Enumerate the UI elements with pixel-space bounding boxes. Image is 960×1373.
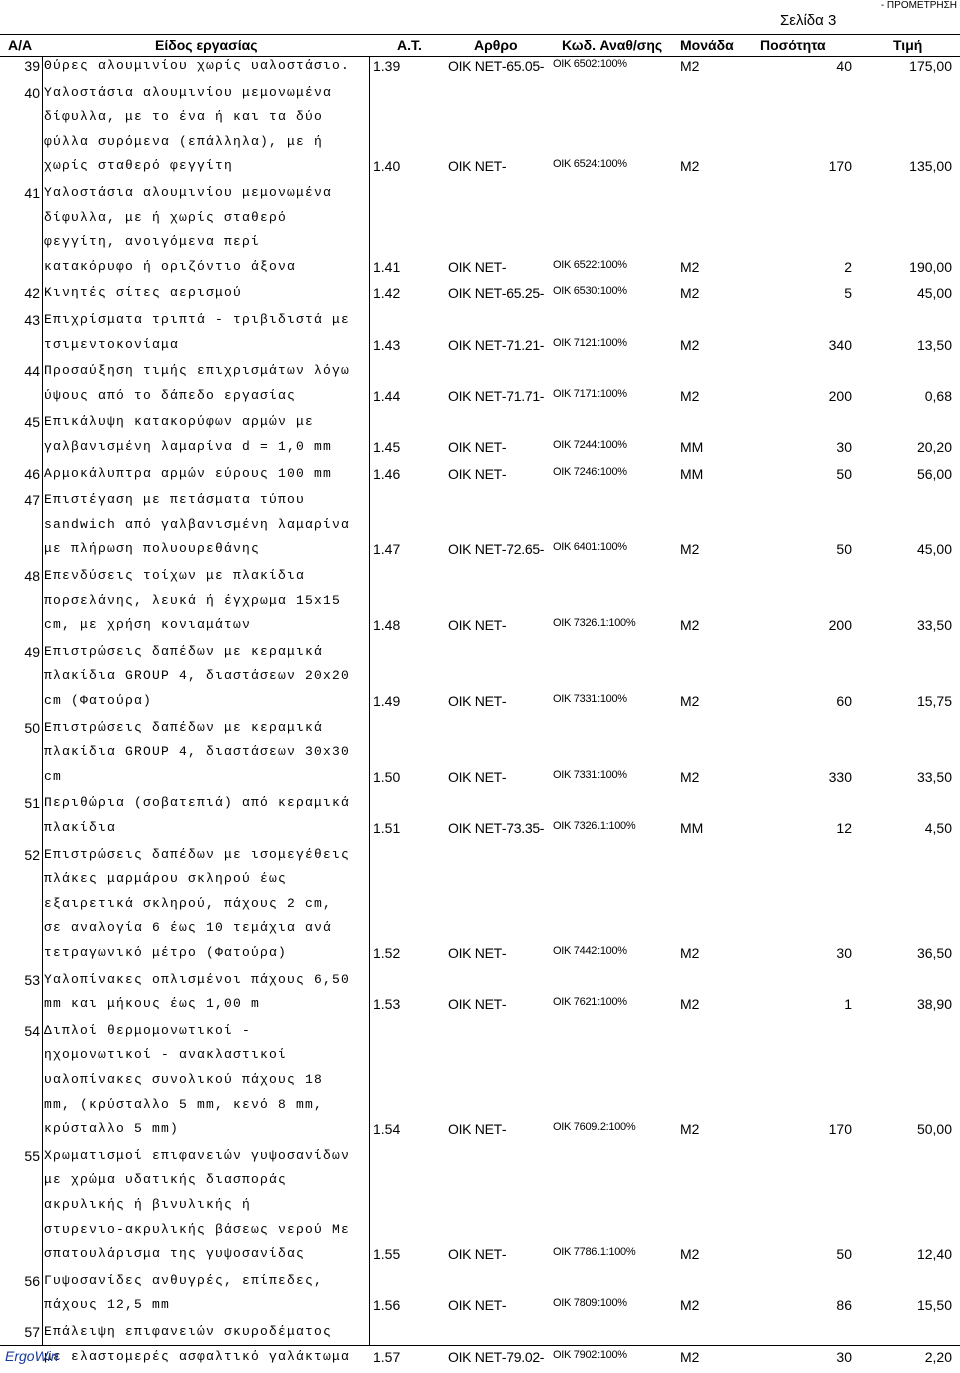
assignment-code: ΟΙΚ 7171:100% bbox=[553, 387, 627, 400]
unit: Μ2 bbox=[680, 336, 700, 353]
description-line: πλακίδια bbox=[44, 819, 117, 835]
table-row bbox=[0, 312, 960, 361]
quantity: 170 bbox=[828, 1121, 852, 1138]
description-line: δίφυλλα, με ή χωρίς σταθερό bbox=[44, 209, 288, 225]
row-number: 53 bbox=[24, 971, 40, 988]
row-number: 47 bbox=[24, 492, 40, 509]
unit-price: 38,90 bbox=[916, 996, 952, 1013]
description-line: κατακόρυφο ή οριζόντιο άξονα bbox=[44, 258, 297, 274]
article-code: ΟΙΚ ΝΕΤ- bbox=[448, 944, 507, 961]
assignment-code: ΟΙΚ 7331:100% bbox=[553, 692, 627, 705]
unit-price: 2,20 bbox=[924, 1348, 952, 1365]
assignment-code: ΟΙΚ 7809:100% bbox=[553, 1297, 627, 1310]
description-line: cm bbox=[44, 768, 63, 784]
header-at: Α.Τ. bbox=[397, 37, 422, 53]
footer-brand: ErgoWin bbox=[5, 1348, 59, 1364]
quantity: 170 bbox=[828, 158, 852, 175]
at-code: 1.57 bbox=[373, 1348, 401, 1365]
article-code: ΟΙΚ ΝΕΤ- bbox=[448, 158, 507, 175]
description-line: Διπλοί θερμομονωτικοί - bbox=[44, 1022, 252, 1038]
unit: Μ2 bbox=[680, 541, 700, 558]
header-code: Κωδ. Αναθ/σης bbox=[562, 37, 663, 53]
at-code: 1.45 bbox=[373, 438, 401, 455]
row-number: 44 bbox=[24, 363, 40, 380]
article-code: ΟΙΚ ΝΕΤ-73.35- bbox=[448, 819, 545, 836]
bottom-rule bbox=[0, 1345, 960, 1346]
row-number: 51 bbox=[24, 795, 40, 812]
unit: ΜΜ bbox=[680, 819, 704, 836]
assignment-code: ΟΙΚ 6502:100% bbox=[553, 58, 627, 70]
unit-price: 0,68 bbox=[924, 387, 952, 404]
article-code: ΟΙΚ ΝΕΤ- bbox=[448, 438, 507, 455]
quantity: 30 bbox=[836, 1348, 852, 1365]
unit-price: 175,00 bbox=[909, 58, 952, 74]
article-code: ΟΙΚ ΝΕΤ-72.65- bbox=[448, 541, 545, 558]
description-line: πορσελάνης, λευκά ή έγχρωμα 15x15 bbox=[44, 592, 342, 608]
page-number: Σελίδα 3 bbox=[780, 12, 837, 29]
assignment-code: ΟΙΚ 7331:100% bbox=[553, 768, 627, 781]
unit-price: 20,20 bbox=[916, 438, 952, 455]
table-row bbox=[0, 1273, 960, 1322]
unit-price: 15,75 bbox=[916, 692, 952, 709]
unit: Μ2 bbox=[680, 285, 700, 302]
description-line: ύψους από το δάπεδο εργασίας bbox=[44, 387, 297, 403]
row-number: 41 bbox=[24, 185, 40, 201]
article-code: ΟΙΚ ΝΕΤ- bbox=[448, 617, 507, 634]
at-code: 1.54 bbox=[373, 1121, 401, 1138]
unit-price: 45,00 bbox=[916, 541, 952, 558]
quantity: 200 bbox=[828, 617, 852, 634]
description-line: cm, με χρήση κονιαμάτων bbox=[44, 617, 252, 633]
at-code: 1.52 bbox=[373, 944, 401, 961]
unit-price: 50,00 bbox=[916, 1121, 952, 1138]
table-row bbox=[0, 568, 960, 642]
description-line: με χρώμα υδατικής διασποράς bbox=[44, 1172, 288, 1188]
quantity: 5 bbox=[844, 285, 852, 302]
unit: Μ2 bbox=[680, 1297, 700, 1314]
unit: Μ2 bbox=[680, 692, 700, 709]
unit-price: 56,00 bbox=[916, 465, 952, 482]
table-row bbox=[0, 58, 960, 83]
description-line: φεγγίτη, ανοιγόμενα περί bbox=[44, 234, 261, 250]
quantity: 30 bbox=[836, 438, 852, 455]
at-code: 1.51 bbox=[373, 819, 401, 836]
description-line: mm, (κρύσταλλο 5 mm, κενό 8 mm, bbox=[44, 1096, 324, 1112]
description-line: Υαλοπίνακες οπλισμένοι πάχους 6,50 bbox=[44, 971, 351, 987]
assignment-code: ΟΙΚ 6522:100% bbox=[553, 258, 627, 271]
description-line: με πλήρωση πολυουρεθάνης bbox=[44, 541, 261, 557]
description-line: πλάκες μαρμάρου σκληρού έως bbox=[44, 871, 288, 887]
table-row bbox=[0, 1148, 960, 1271]
article-code: ΟΙΚ ΝΕΤ-79.02- bbox=[448, 1348, 545, 1365]
at-code: 1.44 bbox=[373, 387, 401, 404]
header-qty: Ποσότητα bbox=[760, 37, 826, 53]
article-code: ΟΙΚ ΝΕΤ- bbox=[448, 768, 507, 785]
table-row bbox=[0, 414, 960, 463]
description-line: ηχομονωτικοί - ανακλαστικοί bbox=[44, 1047, 288, 1063]
table-row bbox=[0, 972, 960, 1021]
header-unit: Μονάδα bbox=[680, 37, 734, 53]
description-line: με ελαστομερές ασφαλτικό γαλάκτωμα bbox=[44, 1348, 351, 1364]
description-line: υαλοπίνακες συνολικού πάχους 18 bbox=[44, 1071, 324, 1087]
table-row bbox=[0, 795, 960, 844]
table-row bbox=[0, 847, 960, 970]
row-number: 42 bbox=[24, 285, 40, 302]
description-line: ακρυλικής ή βινυλικής ή bbox=[44, 1196, 252, 1212]
description-line: πάχους 12,5 mm bbox=[44, 1297, 171, 1313]
assignment-code: ΟΙΚ 7121:100% bbox=[553, 336, 627, 349]
description-line: Υαλοστάσια αλουμινίου μεμονωμένα bbox=[44, 185, 333, 200]
assignment-code: ΟΙΚ 6524:100% bbox=[553, 158, 627, 171]
header-article: Αρθρο bbox=[474, 37, 518, 53]
unit: Μ2 bbox=[680, 617, 700, 634]
table-row bbox=[0, 285, 960, 310]
article-code: ΟΙΚ ΝΕΤ- bbox=[448, 1246, 507, 1263]
unit: Μ2 bbox=[680, 1121, 700, 1138]
description-line: mm και μήκους έως 1,00 m bbox=[44, 996, 261, 1012]
table-header bbox=[0, 34, 960, 57]
row-number: 55 bbox=[24, 1147, 40, 1164]
quantity: 50 bbox=[836, 1246, 852, 1263]
quantity: 200 bbox=[828, 387, 852, 404]
quantity: 30 bbox=[836, 944, 852, 961]
description-line: Αρμοκάλυπτρα αρμών εύρους 100 mm bbox=[44, 465, 333, 481]
description-line: Γυψοσανίδες ανθυγρές, επίπεδες, bbox=[44, 1272, 324, 1288]
header-price: Τιμή bbox=[893, 37, 923, 53]
assignment-code: ΟΙΚ 6401:100% bbox=[553, 541, 627, 554]
quantity: 86 bbox=[836, 1297, 852, 1314]
at-code: 1.39 bbox=[373, 58, 401, 74]
unit: ΜΜ bbox=[680, 465, 704, 482]
description-line: στυρενιο-ακρυλικής βάσεως νερού Με bbox=[44, 1221, 351, 1237]
row-number: 39 bbox=[24, 58, 40, 74]
description-line: sandwich από γαλβανισμένη λαμαρίνα bbox=[44, 516, 351, 532]
quantity: 1 bbox=[844, 996, 852, 1013]
description-line: χωρίς σταθερό φεγγίτη bbox=[44, 158, 234, 174]
article-code: ΟΙΚ ΝΕΤ- bbox=[448, 1121, 507, 1138]
description-line: γαλβανισμένη λαμαρίνα d = 1,0 mm bbox=[44, 438, 333, 454]
at-code: 1.41 bbox=[373, 258, 401, 275]
at-code: 1.56 bbox=[373, 1297, 401, 1314]
description-line: cm (Φατούρα) bbox=[44, 692, 153, 708]
at-code: 1.50 bbox=[373, 768, 401, 785]
unit: Μ2 bbox=[680, 158, 700, 175]
description-line: Επενδύσεις τοίχων με πλακίδια bbox=[44, 568, 306, 583]
unit: Μ2 bbox=[680, 996, 700, 1013]
quantity: 50 bbox=[836, 465, 852, 482]
description-line: κρύσταλλο 5 mm) bbox=[44, 1121, 180, 1137]
description-line: Χρωματισμοί επιφανειών γυψοσανίδων bbox=[44, 1147, 351, 1163]
article-code: ΟΙΚ ΝΕΤ- bbox=[448, 1297, 507, 1314]
unit-price: 13,50 bbox=[916, 336, 952, 353]
unit-price: 190,00 bbox=[909, 258, 952, 275]
table-row bbox=[0, 185, 960, 283]
assignment-code: ΟΙΚ 7326.1:100% bbox=[553, 819, 636, 832]
at-code: 1.55 bbox=[373, 1246, 401, 1263]
assignment-code: ΟΙΚ 7609.2:100% bbox=[553, 1121, 636, 1134]
description-line: Επικάλυψη κατακορύφων αρμών με bbox=[44, 414, 315, 430]
quantity: 50 bbox=[836, 541, 852, 558]
at-code: 1.49 bbox=[373, 692, 401, 709]
row-number: 40 bbox=[24, 84, 40, 101]
table-row bbox=[0, 644, 960, 718]
article-code: ΟΙΚ ΝΕΤ-65.05- bbox=[448, 58, 545, 74]
row-number: 56 bbox=[24, 1272, 40, 1289]
description-line: πλακίδια GROUP 4, διαστάσεων 20x20 bbox=[44, 668, 351, 684]
description-line: εξαιρετικά σκληρού, πάχους 2 cm, bbox=[44, 895, 333, 911]
description-line: Επιστέγαση με πετάσματα τύπου bbox=[44, 492, 306, 508]
description-line: φύλλα συρόμενα (επάλληλα), με ή bbox=[44, 133, 324, 149]
description-line: πλακίδια GROUP 4, διαστάσεων 30x30 bbox=[44, 744, 351, 760]
assignment-code: ΟΙΚ 7621:100% bbox=[553, 996, 627, 1009]
unit-price: 33,50 bbox=[916, 768, 952, 785]
description-line: δίφυλλα, με το ένα ή και τα δύο bbox=[44, 109, 324, 125]
row-number: 54 bbox=[24, 1022, 40, 1039]
quantity: 12 bbox=[836, 819, 852, 836]
row-number: 48 bbox=[24, 568, 40, 584]
unit-price: 36,50 bbox=[916, 944, 952, 961]
assignment-code: ΟΙΚ 7902:100% bbox=[553, 1348, 627, 1361]
at-code: 1.53 bbox=[373, 996, 401, 1013]
table-row bbox=[0, 363, 960, 412]
at-code: 1.40 bbox=[373, 158, 401, 175]
description-line: Επιστρώσεις δαπέδων με κεραμικά bbox=[44, 643, 324, 659]
description-line: Υαλοστάσια αλουμινίου μεμονωμένα bbox=[44, 84, 333, 100]
unit: Μ2 bbox=[680, 258, 700, 275]
unit-price: 15,50 bbox=[916, 1297, 952, 1314]
row-number: 57 bbox=[24, 1324, 40, 1340]
assignment-code: ΟΙΚ 7246:100% bbox=[553, 465, 627, 478]
unit: Μ2 bbox=[680, 944, 700, 961]
table-row bbox=[0, 466, 960, 491]
document-tag: - ΠΡΟΜΕΤΡΗΣΗ bbox=[880, 0, 957, 11]
table-row bbox=[0, 85, 960, 183]
description-line: τσιμεντοκονίαμα bbox=[44, 336, 180, 352]
at-code: 1.46 bbox=[373, 465, 401, 482]
article-code: ΟΙΚ ΝΕΤ- bbox=[448, 465, 507, 482]
assignment-code: ΟΙΚ 7244:100% bbox=[553, 438, 627, 451]
unit: Μ2 bbox=[680, 387, 700, 404]
row-number: 45 bbox=[24, 414, 40, 431]
unit-price: 45,00 bbox=[916, 285, 952, 302]
table-row bbox=[0, 1023, 960, 1146]
row-number: 46 bbox=[24, 465, 40, 482]
description-line: σε αναλογία 6 έως 10 τεμάχια ανά bbox=[44, 920, 333, 936]
article-code: ΟΙΚ ΝΕΤ-71.71- bbox=[448, 387, 545, 404]
article-code: ΟΙΚ ΝΕΤ- bbox=[448, 258, 507, 275]
quantity: 330 bbox=[828, 768, 852, 785]
unit: Μ2 bbox=[680, 1246, 700, 1263]
description-line: Επιστρώσεις δαπέδων με ισομεγέθεις bbox=[44, 846, 351, 862]
table-row bbox=[0, 1324, 960, 1373]
row-number: 50 bbox=[24, 719, 40, 736]
quantity: 340 bbox=[828, 336, 852, 353]
unit: ΜΜ bbox=[680, 438, 704, 455]
at-code: 1.42 bbox=[373, 285, 401, 302]
quantity: 2 bbox=[844, 258, 852, 275]
quantity: 40 bbox=[836, 58, 852, 74]
description-line: Επιχρίσματα τριπτά - τριβιδιστά με bbox=[44, 312, 351, 327]
unit: Μ2 bbox=[680, 58, 700, 74]
unit: Μ2 bbox=[680, 1348, 700, 1365]
unit-price: 12,40 bbox=[916, 1246, 952, 1263]
header-type: Είδος εργασίας bbox=[155, 37, 258, 53]
table-row bbox=[0, 492, 960, 566]
row-number: 43 bbox=[24, 312, 40, 328]
row-number: 49 bbox=[24, 643, 40, 660]
article-code: ΟΙΚ ΝΕΤ- bbox=[448, 996, 507, 1013]
assignment-code: ΟΙΚ 6530:100% bbox=[553, 285, 627, 298]
unit: Μ2 bbox=[680, 768, 700, 785]
description-line: Περιθώρια (σοβατεπιά) από κεραμικά bbox=[44, 795, 351, 811]
row-number: 52 bbox=[24, 846, 40, 863]
assignment-code: ΟΙΚ 7786.1:100% bbox=[553, 1246, 636, 1259]
article-code: ΟΙΚ ΝΕΤ-65.25- bbox=[448, 285, 545, 302]
description-line: Θύρες αλουμινίου χωρίς υαλοστάσιο. bbox=[44, 58, 351, 73]
at-code: 1.47 bbox=[373, 541, 401, 558]
unit-price: 33,50 bbox=[916, 617, 952, 634]
at-code: 1.43 bbox=[373, 336, 401, 353]
at-code: 1.48 bbox=[373, 617, 401, 634]
article-code: ΟΙΚ ΝΕΤ-71.21- bbox=[448, 336, 545, 353]
article-code: ΟΙΚ ΝΕΤ- bbox=[448, 692, 507, 709]
description-line: Κινητές σίτες αερισμού bbox=[44, 285, 243, 301]
assignment-code: ΟΙΚ 7442:100% bbox=[553, 944, 627, 957]
quantity: 60 bbox=[836, 692, 852, 709]
table-row bbox=[0, 720, 960, 794]
description-line: Προσαύξηση τιμής επιχρισμάτων λόγω bbox=[44, 363, 351, 379]
description-line: Επάλειψη επιφανειών σκυροδέματος bbox=[44, 1324, 333, 1339]
assignment-code: ΟΙΚ 7326.1:100% bbox=[553, 617, 636, 630]
description-line: Επιστρώσεις δαπέδων με κεραμικά bbox=[44, 719, 324, 735]
description-line: σπατουλάρισμα της γυψοσανίδας bbox=[44, 1246, 306, 1262]
unit-price: 4,50 bbox=[924, 819, 952, 836]
header-aa: Α/Α bbox=[8, 37, 33, 53]
unit-price: 135,00 bbox=[909, 158, 952, 175]
description-line: τετραγωνικό μέτρο (Φατούρα) bbox=[44, 944, 288, 960]
